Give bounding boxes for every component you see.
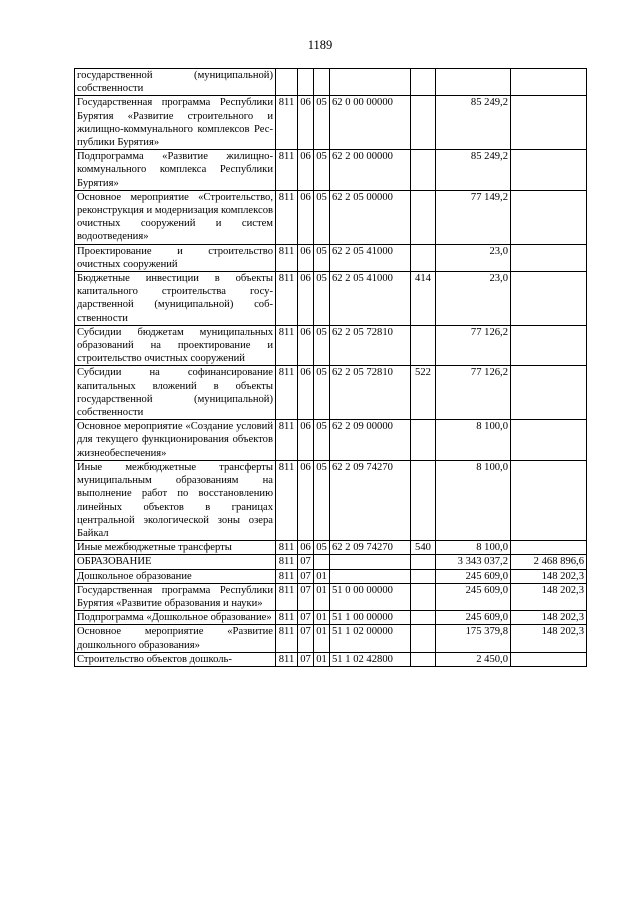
cell-subsection xyxy=(314,69,330,96)
cell-target-article: 62 2 05 41000 xyxy=(330,244,411,271)
table-row xyxy=(75,611,587,625)
cell-amount-total: 175 379,8 xyxy=(436,625,511,652)
cell-target-article: 51 1 02 42800 xyxy=(330,652,411,666)
cell-grbs: 811 xyxy=(276,460,298,540)
cell-grbs: 811 xyxy=(276,96,298,150)
cell-amount-total: 8 100,0 xyxy=(436,541,511,555)
cell-expense-type xyxy=(411,420,436,461)
cell-amount-total: 245 609,0 xyxy=(436,569,511,583)
cell-section: 06 xyxy=(298,460,314,540)
cell-expense-type xyxy=(411,325,436,366)
cell-target-article xyxy=(330,555,411,569)
cell-section: 06 xyxy=(298,366,314,420)
cell-grbs: 811 xyxy=(276,244,298,271)
cell-amount-federal xyxy=(511,244,587,271)
cell-amount-total: 23,0 xyxy=(436,272,511,326)
cell-section: 06 xyxy=(298,150,314,191)
cell-subsection: 05 xyxy=(314,460,330,540)
cell-section: 07 xyxy=(298,569,314,583)
cell-expense-type xyxy=(411,652,436,666)
cell-section xyxy=(298,69,314,96)
cell-name: Подпрограмма «Развитие жилищно-коммунального комплекса Республики Бурятия» xyxy=(75,150,276,191)
cell-grbs: 811 xyxy=(276,569,298,583)
cell-name: Подпрограмма «Дошкольное образование» xyxy=(75,611,276,625)
cell-expense-type xyxy=(411,583,436,610)
table-row xyxy=(75,69,587,96)
cell-expense-type xyxy=(411,69,436,96)
cell-amount-federal: 2 468 896,6 xyxy=(511,555,587,569)
cell-target-article: 62 2 09 00000 xyxy=(330,420,411,461)
cell-subsection: 05 xyxy=(314,96,330,150)
cell-expense-type xyxy=(411,625,436,652)
table-row xyxy=(75,366,587,420)
cell-expense-type xyxy=(411,190,436,244)
cell-target-article: 62 2 05 72810 xyxy=(330,366,411,420)
cell-grbs: 811 xyxy=(276,583,298,610)
cell-amount-federal xyxy=(511,272,587,326)
cell-section: 07 xyxy=(298,583,314,610)
cell-name: Бюджетные инвестиции в объекты капитального строительства государственной (муниципальной) собственности xyxy=(75,272,276,326)
cell-name: Государственная программа Республики Бурятия «Развитие строительного и жилищно-коммунального комплексов Республики Бурятия» xyxy=(75,96,276,150)
cell-amount-federal xyxy=(511,150,587,191)
table-body xyxy=(75,69,587,667)
cell-subsection: 05 xyxy=(314,420,330,461)
cell-name: Строительство объектов дошколь- xyxy=(75,652,276,666)
table-row xyxy=(75,583,587,610)
cell-section: 06 xyxy=(298,541,314,555)
cell-target-article: 62 2 09 74270 xyxy=(330,460,411,540)
cell-target-article: 51 1 02 00000 xyxy=(330,625,411,652)
table-row xyxy=(75,541,587,555)
cell-target-article: 62 2 09 74270 xyxy=(330,541,411,555)
cell-grbs xyxy=(276,69,298,96)
cell-amount-federal xyxy=(511,325,587,366)
cell-name: Субсидии на софинансирование капитальных вложений в объекты государственной (муниципальной) собственности xyxy=(75,366,276,420)
cell-expense-type: 414 xyxy=(411,272,436,326)
cell-grbs: 811 xyxy=(276,366,298,420)
cell-name: Основное мероприятие «Развитие дошкольного образования» xyxy=(75,625,276,652)
cell-amount-total xyxy=(436,69,511,96)
cell-grbs: 811 xyxy=(276,652,298,666)
cell-name: Иные межбюджетные трансферты муниципальным образованиям на выполнение работ по восстановлению линейных объектов в границах центральной экологической зоны озера Байкал xyxy=(75,460,276,540)
cell-section: 07 xyxy=(298,652,314,666)
cell-amount-total: 2 450,0 xyxy=(436,652,511,666)
cell-amount-federal xyxy=(511,69,587,96)
cell-subsection: 01 xyxy=(314,583,330,610)
cell-amount-total: 245 609,0 xyxy=(436,611,511,625)
cell-expense-type xyxy=(411,611,436,625)
cell-section: 07 xyxy=(298,611,314,625)
cell-grbs: 811 xyxy=(276,611,298,625)
cell-grbs: 811 xyxy=(276,190,298,244)
cell-grbs: 811 xyxy=(276,541,298,555)
cell-expense-type xyxy=(411,569,436,583)
cell-amount-total: 3 343 037,2 xyxy=(436,555,511,569)
cell-amount-federal xyxy=(511,652,587,666)
page-number: 1189 xyxy=(307,38,333,52)
cell-grbs: 811 xyxy=(276,555,298,569)
cell-amount-total: 77 126,2 xyxy=(436,325,511,366)
table-row xyxy=(75,272,587,326)
cell-amount-federal xyxy=(511,96,587,150)
cell-amount-total: 85 249,2 xyxy=(436,150,511,191)
cell-target-article: 62 2 00 00000 xyxy=(330,150,411,191)
cell-subsection xyxy=(314,555,330,569)
table-row xyxy=(75,150,587,191)
cell-name: Дошкольное образование xyxy=(75,569,276,583)
cell-grbs: 811 xyxy=(276,420,298,461)
cell-name: Субсидии бюджетам муниципальных образований на проектирование и строительство очистных сооружений xyxy=(75,325,276,366)
cell-grbs: 811 xyxy=(276,325,298,366)
cell-grbs: 811 xyxy=(276,272,298,326)
cell-section: 06 xyxy=(298,325,314,366)
table-row xyxy=(75,460,587,540)
table-row xyxy=(75,325,587,366)
cell-name: Государственная программа Республики Бурятия «Развитие образования и науки» xyxy=(75,583,276,610)
cell-section: 07 xyxy=(298,555,314,569)
cell-expense-type xyxy=(411,460,436,540)
cell-section: 06 xyxy=(298,96,314,150)
cell-section: 07 xyxy=(298,625,314,652)
cell-target-article xyxy=(330,69,411,96)
cell-subsection: 05 xyxy=(314,150,330,191)
cell-amount-federal xyxy=(511,420,587,461)
cell-amount-total: 23,0 xyxy=(436,244,511,271)
cell-target-article: 51 1 00 00000 xyxy=(330,611,411,625)
cell-amount-total: 245 609,0 xyxy=(436,583,511,610)
cell-name: Основное мероприятие «Создание условий для текущего функционирования объектов жизнеобеспечения» xyxy=(75,420,276,461)
cell-amount-federal xyxy=(511,460,587,540)
cell-amount-total: 8 100,0 xyxy=(436,420,511,461)
cell-amount-total: 77 149,2 xyxy=(436,190,511,244)
cell-name: Основное мероприятие «Строительство, реконструкция и модернизация комплексов очистных сооружений и систем водоотведения» xyxy=(75,190,276,244)
cell-subsection: 05 xyxy=(314,325,330,366)
table-row xyxy=(75,652,587,666)
cell-subsection: 05 xyxy=(314,272,330,326)
cell-section: 06 xyxy=(298,244,314,271)
cell-amount-federal xyxy=(511,190,587,244)
cell-subsection: 01 xyxy=(314,652,330,666)
cell-target-article: 62 2 05 41000 xyxy=(330,272,411,326)
table-row xyxy=(75,420,587,461)
table-row xyxy=(75,96,587,150)
cell-name: Иные межбюджетные трансферты xyxy=(75,541,276,555)
cell-expense-type xyxy=(411,150,436,191)
cell-section: 06 xyxy=(298,190,314,244)
cell-target-article: 62 2 05 72810 xyxy=(330,325,411,366)
table-row xyxy=(75,569,587,583)
cell-amount-federal: 148 202,3 xyxy=(511,625,587,652)
cell-subsection: 05 xyxy=(314,541,330,555)
budget-table xyxy=(74,68,587,667)
cell-grbs: 811 xyxy=(276,150,298,191)
cell-target-article xyxy=(330,569,411,583)
table-row xyxy=(75,190,587,244)
cell-subsection: 05 xyxy=(314,366,330,420)
cell-subsection: 01 xyxy=(314,611,330,625)
cell-expense-type: 540 xyxy=(411,541,436,555)
table-row xyxy=(75,625,587,652)
table-row xyxy=(75,555,587,569)
cell-expense-type: 522 xyxy=(411,366,436,420)
cell-name: государственной (муниципальной) собственности xyxy=(75,69,276,96)
cell-subsection: 05 xyxy=(314,244,330,271)
cell-section: 06 xyxy=(298,420,314,461)
cell-expense-type xyxy=(411,555,436,569)
cell-section: 06 xyxy=(298,272,314,326)
table-row xyxy=(75,244,587,271)
cell-amount-federal: 148 202,3 xyxy=(511,611,587,625)
cell-amount-federal: 148 202,3 xyxy=(511,583,587,610)
cell-expense-type xyxy=(411,96,436,150)
cell-expense-type xyxy=(411,244,436,271)
cell-name: ОБРАЗОВАНИЕ xyxy=(75,555,276,569)
cell-amount-federal xyxy=(511,541,587,555)
cell-target-article: 62 0 00 00000 xyxy=(330,96,411,150)
cell-grbs: 811 xyxy=(276,625,298,652)
cell-target-article: 51 0 00 00000 xyxy=(330,583,411,610)
cell-amount-total: 77 126,2 xyxy=(436,366,511,420)
cell-name: Проектирование и строительство очистных сооружений xyxy=(75,244,276,271)
cell-target-article: 62 2 05 00000 xyxy=(330,190,411,244)
cell-amount-federal xyxy=(511,366,587,420)
cell-subsection: 01 xyxy=(314,569,330,583)
cell-subsection: 05 xyxy=(314,190,330,244)
cell-amount-total: 85 249,2 xyxy=(436,96,511,150)
cell-amount-federal: 148 202,3 xyxy=(511,569,587,583)
cell-subsection: 01 xyxy=(314,625,330,652)
cell-amount-total: 8 100,0 xyxy=(436,460,511,540)
